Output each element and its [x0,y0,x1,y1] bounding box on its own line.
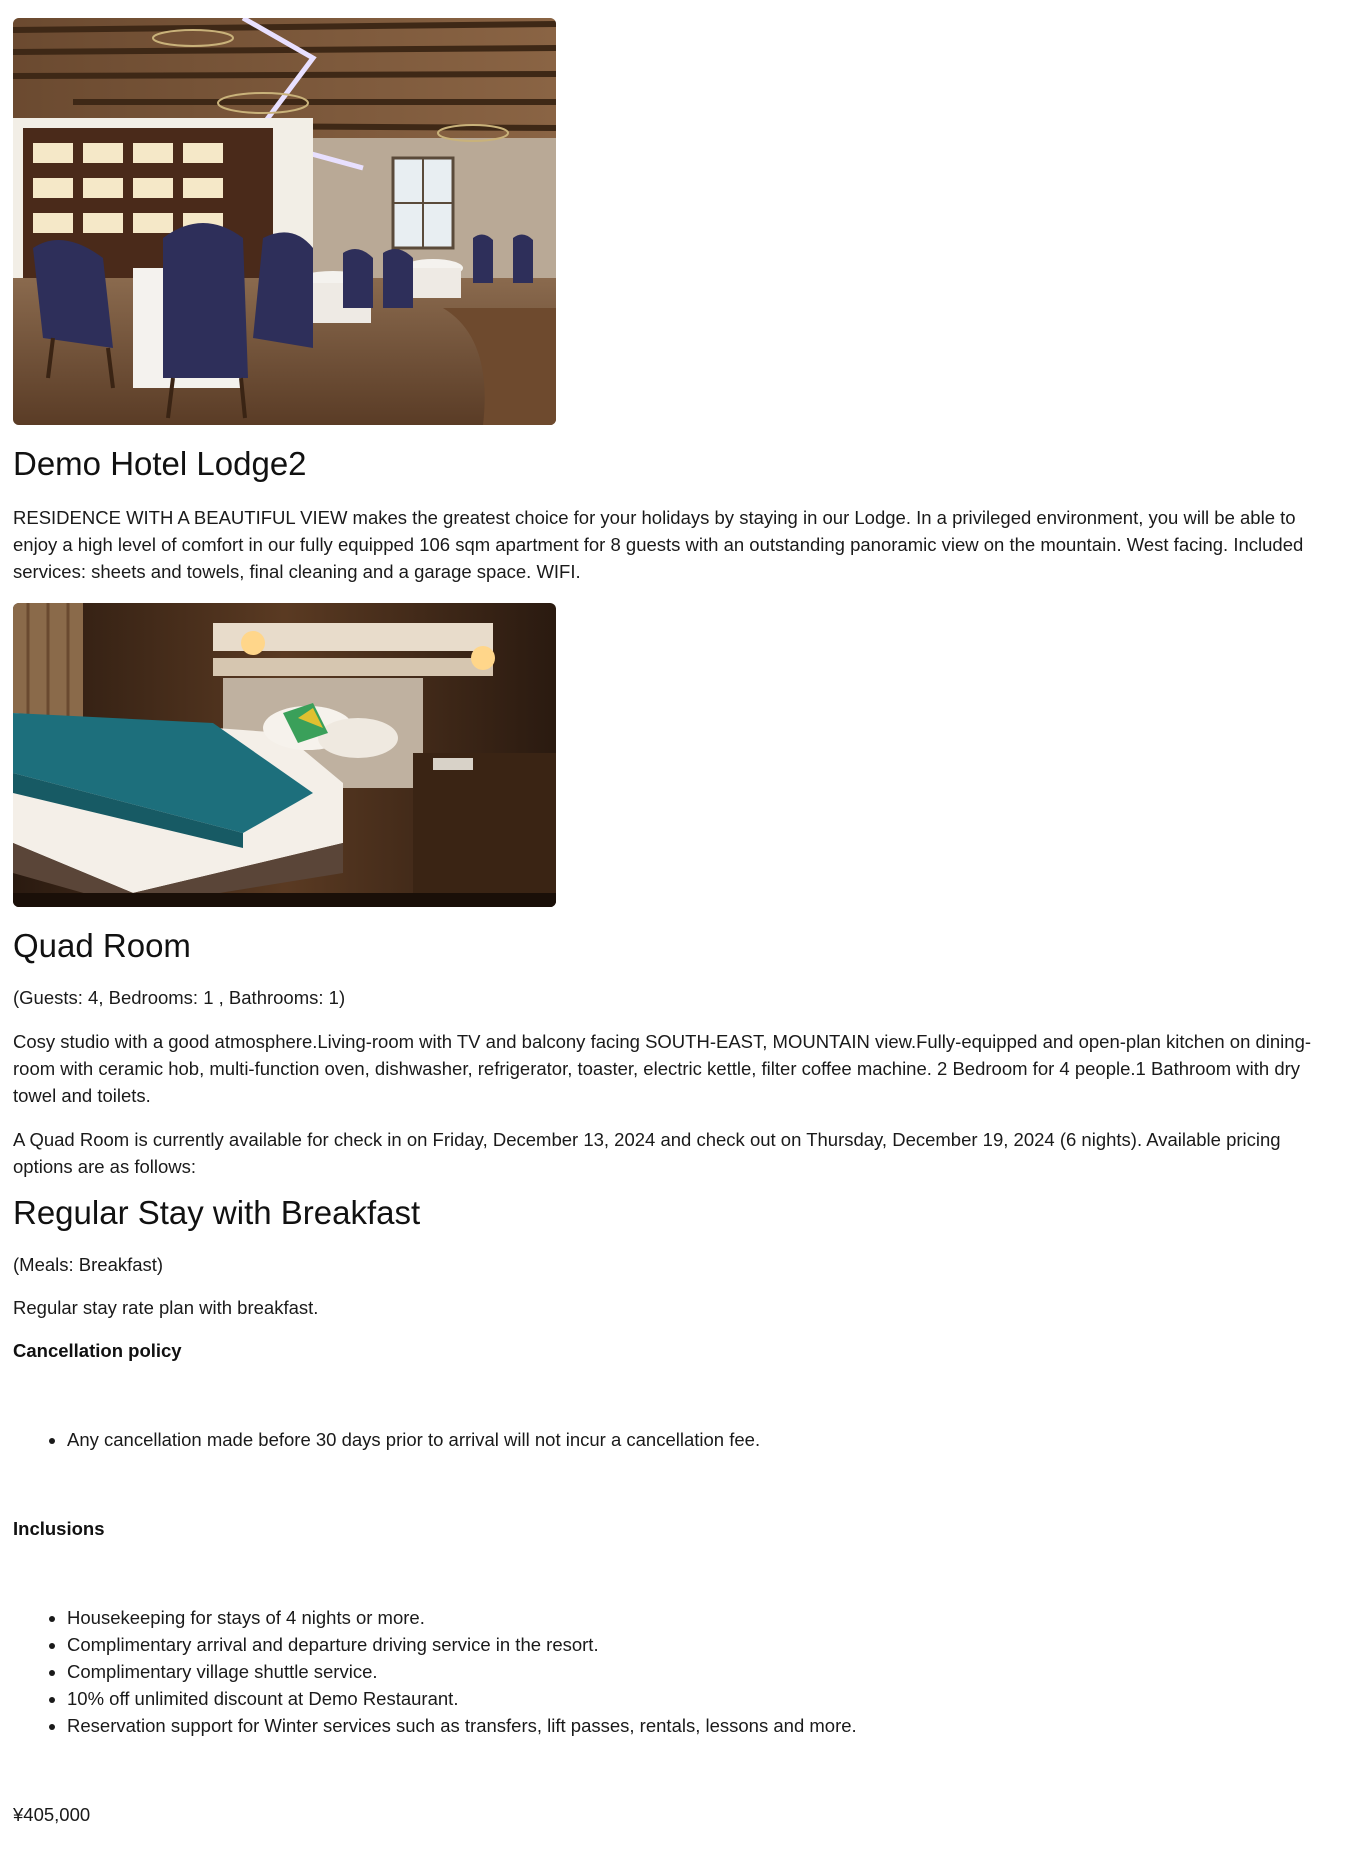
room-name: Quad Room [13,927,191,964]
list-item: • Complimentary arrival and departure driving service in the resort. [67,1631,1339,1658]
availability-text: A Quad Room is currently available for check in on Friday, December 13, 2024 and check out on Thursday, December 19, 2024 (6 nights). Available pricing options are as follows: [13,1129,1281,1177]
hotel-image [13,18,556,425]
hotel-name: Demo Hotel Lodge2 [13,445,307,482]
rate-plan-description: Regular stay rate plan with breakfast. [13,1297,319,1318]
list-item: • Housekeeping for stays of 4 nights or more. [67,1604,1339,1631]
cancellation-policy-label: Cancellation policy [13,1340,182,1361]
list-item: • Reservation support for Winter services such as transfers, lift passes, rentals, lessons and more. [67,1712,1339,1739]
price: ¥405,000 [13,1804,91,1825]
inclusions-list [13,1604,1339,1739]
room-image [13,603,556,907]
cancellation-policy-list [13,1426,1339,1453]
room-description: Cosy studio with a good atmosphere.Living-room with TV and balcony facing SOUTH-EAST, MOUNTAIN view.Fully-equipped and open-plan kitchen on dining-room with ceramic hob, multi-function oven, dishwasher, refrigerator, toaster, electric kettle, filter coffee machine. 2 Bedroom for 4 people.1 Bathroom with dry towel and toilets. [13,1031,1312,1106]
list-item: • Any cancellation made before 30 days prior to arrival will not incur a cancellation fee. [67,1426,1339,1453]
hotel-bedroom-photo-icon [13,603,556,907]
room-meta: (Guests: 4, Bedrooms: 1 , Bathrooms: 1) [13,987,346,1008]
inclusions-label: Inclusions [13,1518,105,1539]
list-item: • 10% off unlimited discount at Demo Restaurant. [67,1685,1339,1712]
restaurant-dining-room-photo-icon [13,18,556,425]
hotel-description: RESIDENCE WITH A BEAUTIFUL VIEW makes the greatest choice for your holidays by staying in our Lodge. In a privileged environment, you will be able to enjoy a high level of comfort in our fully equipped 106 sqm apartment for 8 guests with an outstanding panoramic view on the mountain. West facing. Included services: sheets and towels, final cleaning and a garage space. WIFI. [13,507,1304,582]
rate-plan-name: Regular Stay with Breakfast [13,1194,421,1231]
rate-plan-meals: (Meals: Breakfast) [13,1254,164,1275]
list-item: • Complimentary village shuttle service. [67,1658,1339,1685]
